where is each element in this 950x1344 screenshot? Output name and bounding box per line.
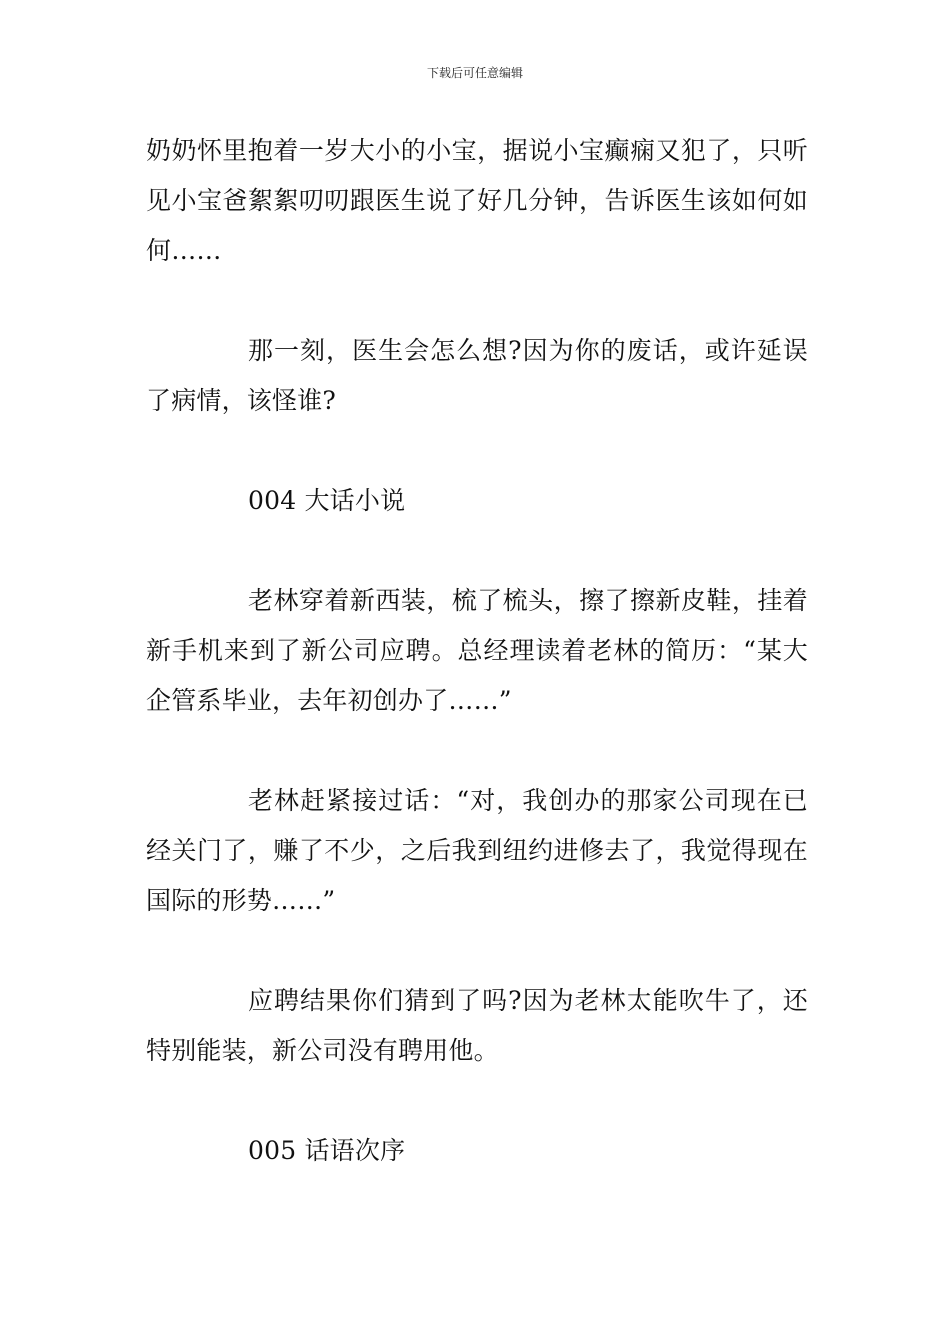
page-header-note: 下载后可任意编辑 — [426, 66, 523, 80]
paragraph-5: 应聘结果你们猜到了吗?因为老林太能吹牛了，还特别能装，新公司没有聘用他。 — [146, 986, 808, 1065]
document-body — [146, 126, 808, 1176]
paragraph-gap — [146, 426, 808, 476]
section-heading-005: 005 话语次序 — [248, 1136, 406, 1165]
paragraph-3: 老林穿着新西装，梳了梳头，擦了擦新皮鞋，挂着新手机来到了新公司应聘。总经理读着老林的简历：“某大企管系毕业，去年初创办了……” — [146, 586, 808, 715]
paragraph-gap — [146, 276, 808, 326]
paragraph-gap — [146, 726, 808, 776]
paragraph-1: 奶奶怀里抱着一岁大小的小宝，据说小宝癫痫又犯了，只听见小宝爸絮絮叨叨跟医生说了好几分钟，告诉医生该如何如何…… — [146, 136, 808, 265]
paragraph-2: 那一刻，医生会怎么想?因为你的废话，或许延误了病情，该怪谁? — [146, 336, 808, 415]
section-heading-004: 004 大话小说 — [248, 486, 406, 515]
paragraph-gap — [146, 1076, 808, 1126]
paragraph-4: 老林赶紧接过话：“对，我创办的那家公司现在已经关门了，赚了不少，之后我到纽约进修去了，我觉得现在国际的形势……” — [146, 786, 808, 915]
paragraph-gap — [146, 926, 808, 976]
paragraph-gap — [146, 526, 808, 576]
